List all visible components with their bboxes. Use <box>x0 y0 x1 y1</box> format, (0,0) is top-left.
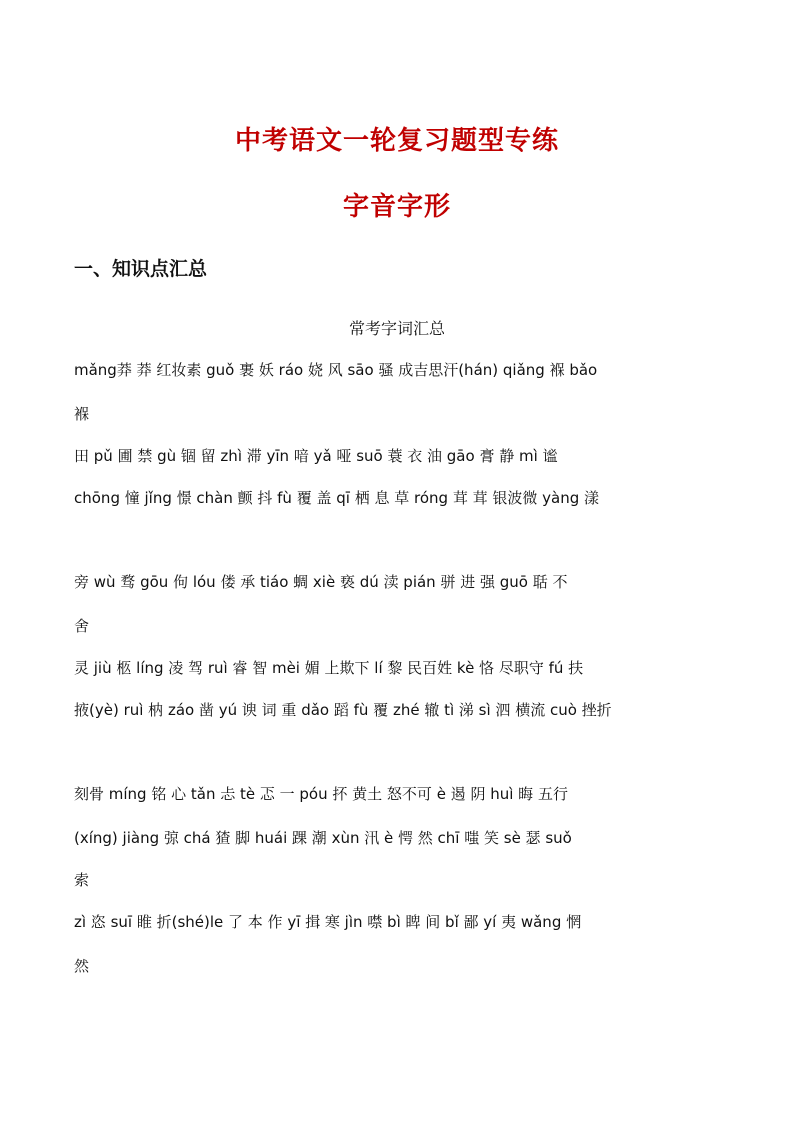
vocab-line: 掖(yè) ruì 枘 záo 凿 yú 谀 词 重 dǎo 蹈 fù 覆 zhé 辙 tì 涕 sì 泗 横流 cuò 挫折 <box>74 701 612 719</box>
vocab-line: 旁 wù 骛 gōu 佝 lóu 偻 承 tiáo 蜩 xiè 亵 dú 渎 pián 骈 进 强 guō 聒 不 <box>74 573 568 591</box>
vocab-line: 舍 <box>74 617 90 635</box>
document-title: 中考语文一轮复习题型专练 <box>234 126 559 156</box>
vocab-line: 灵 jiù 柩 líng 凌 驾 ruì 睿 智 mèi 媚 上欺下 lí 黎 民百姓 kè 恪 尽职守 fú 扶 <box>74 659 584 677</box>
vocab-line: 刻骨 míng 铭 心 tǎn 忐 tè 忑 一 póu 抔 黄土 怒不可 è 遏 阴 huì 晦 五行 <box>74 785 568 803</box>
document-subtitle: 字音字形 <box>342 192 451 222</box>
vocab-line: 褓 <box>74 405 90 423</box>
vocab-line: (xíng) jiàng 弶 chá 猹 脚 huái 踝 潮 xùn 汛 è 愕 然 chī 嗤 笑 sè 瑟 suǒ <box>74 829 572 847</box>
vocab-line: zì 恣 suī 睢 折(shé)le 了 本 作 yī 揖 寒 jìn 噤 bì 睥 间 bǐ 鄙 yí 夷 wǎng 惘 <box>74 913 582 931</box>
vocab-line: mǎng莽 莽 红妆素 guǒ 裹 妖 ráo 娆 风 sāo 骚 成吉思汗(hán) qiǎng 褓 bǎo <box>74 361 598 379</box>
vocabulary-subheading: 常考字词汇总 <box>348 319 445 338</box>
vocab-line: 然 <box>74 957 90 975</box>
vocab-line: 田 pǔ 圃 禁 gù 锢 留 zhì 滞 yīn 喑 yǎ 哑 suō 蓑 衣 油 gāo 膏 静 mì 谧 <box>74 447 558 465</box>
section-heading: 一、知识点汇总 <box>74 258 208 280</box>
vocab-line: chōng 憧 jǐng 憬 chàn 颤 抖 fù 覆 盖 qī 栖 息 草 róng 茸 茸 银波微 yàng 漾 <box>74 489 599 507</box>
vocab-line: 索 <box>74 871 90 889</box>
